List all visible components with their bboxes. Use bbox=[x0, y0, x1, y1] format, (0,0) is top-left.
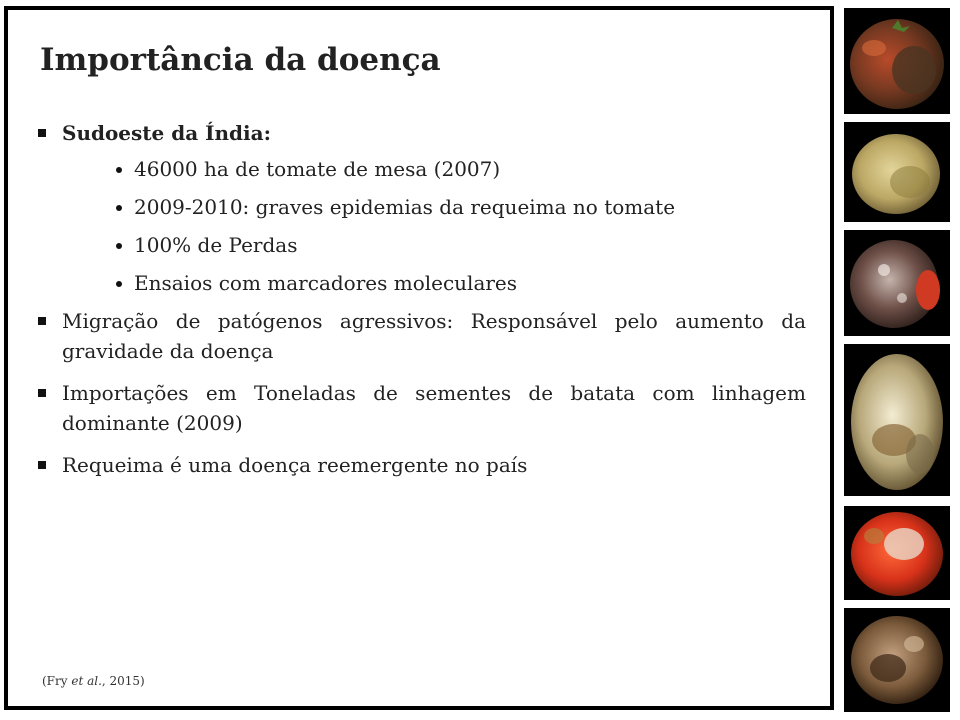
citation-italic: et al. bbox=[71, 674, 102, 688]
round-bullet-icon bbox=[116, 205, 122, 211]
diseased-potato-photo-2 bbox=[844, 344, 950, 496]
potato-image bbox=[844, 122, 950, 222]
bullet-item bbox=[36, 306, 806, 366]
slide-content bbox=[36, 118, 806, 480]
round-bullet-icon bbox=[116, 243, 122, 249]
potato-image bbox=[844, 344, 950, 496]
diseased-tomato-photo-3 bbox=[844, 506, 950, 600]
bullet-text: Requeima é uma doença reemergente no país bbox=[62, 453, 528, 477]
tomato-image bbox=[844, 506, 950, 600]
round-bullet-icon bbox=[116, 167, 122, 173]
diseased-tomato-photo-1 bbox=[844, 8, 950, 114]
bullet-text: Sudoeste da Índia: bbox=[62, 121, 271, 145]
sub-bullet-text: 100% de Perdas bbox=[134, 233, 298, 257]
citation bbox=[42, 674, 145, 688]
diseased-tomato-photo-2 bbox=[844, 230, 950, 336]
square-bullet-icon bbox=[38, 317, 46, 325]
bullet-text: Importações em Toneladas de sementes de batata com linhagem dominante (2009) bbox=[62, 381, 806, 435]
citation-prefix: (Fry bbox=[42, 674, 72, 688]
bullet-item bbox=[36, 378, 806, 438]
sub-bullet-text: 46000 ha de tomate de mesa (2007) bbox=[134, 157, 501, 181]
sub-bullet-text: Ensaios com marcadores moleculares bbox=[134, 271, 518, 295]
bullet-text: Migração de patógenos agressivos: Responsável pelo aumento da gravidade da doença bbox=[62, 309, 806, 363]
sub-bullet-item bbox=[62, 192, 806, 222]
tomato-image bbox=[844, 230, 950, 336]
sub-bullet-list bbox=[62, 154, 806, 298]
diseased-potato-photo-1 bbox=[844, 122, 950, 222]
square-bullet-icon bbox=[38, 389, 46, 397]
tomato-image bbox=[844, 8, 950, 114]
round-bullet-icon bbox=[116, 281, 122, 287]
bullet-item bbox=[36, 118, 806, 298]
square-bullet-icon bbox=[38, 461, 46, 469]
diseased-potato-photo-3 bbox=[844, 608, 950, 712]
sub-bullet-text: 2009-2010: graves epidemias da requeima no tomate bbox=[134, 195, 676, 219]
sub-bullet-item bbox=[62, 154, 806, 184]
square-bullet-icon bbox=[38, 129, 46, 137]
potato-image bbox=[844, 608, 950, 712]
sub-bullet-item bbox=[62, 268, 806, 298]
sub-bullet-item bbox=[62, 230, 806, 260]
slide-frame bbox=[4, 6, 834, 710]
citation-suffix: , 2015) bbox=[101, 674, 145, 688]
bullet-item bbox=[36, 450, 806, 480]
slide-title: Importância da doença bbox=[40, 42, 441, 78]
